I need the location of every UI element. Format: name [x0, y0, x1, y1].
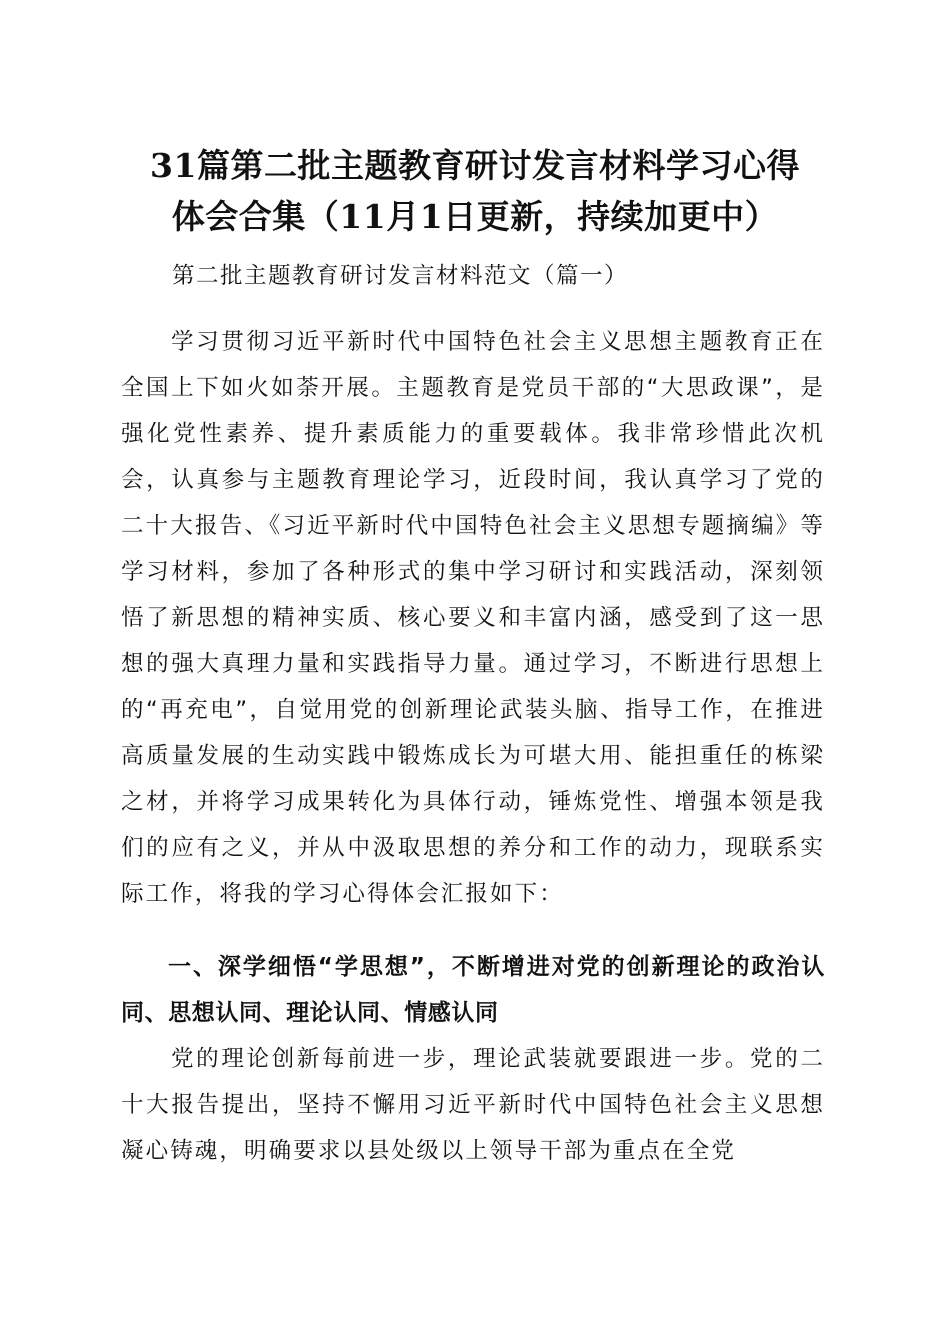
document-title [100, 140, 850, 242]
body-paragraph-2: 党的理论创新每前进一步，理论武装就要跟进一步。党的二十大报告提出，坚持不懈用习近平新时代中国特色社会主义思想凝心铸魂，明确要求以县处级以上领导干部为重点在全党 [121, 1046, 825, 1164]
document-title-line-2: 体会合集（11月1日更新，持续加更中） [171, 197, 779, 236]
section-heading-1: 一、深学细悟“学思想”，不断增进对党的创新理论的政治认同、思想认同、理论认同、情感认同 [121, 954, 825, 1026]
document-title-line-1: 31篇第二批主题教育研讨发言材料学习心得 [150, 146, 800, 185]
section-subtitle: 第二批主题教育研讨发言材料范文（篇一） [172, 263, 629, 289]
body-paragraph-1: 学习贯彻习近平新时代中国特色社会主义思想主题教育正在全国上下如火如荼开展。主题教育是党员干部的“大思政课”，是强化党性素养、提升素质能力的重要载体。我非常珍惜此次机会，认真参与主题教育理论学习，近段时间，我认真学习了党的二十大报告、《习近平新时代中国特色社会主义思想专题摘编》等学习材料，参加了各种形式的集中学习研讨和实践活动，深刻领悟了新思想的精神实质、核心要义和丰富内涵，感受到了这一思想的强大真理力量和实践指导力量。通过学习，不断进行思想上的“再充电”，自觉用党的创新理论武装头脑、指导工作，在推进高质量发展的生动实践中锻炼成长为可堪大用、能担重任的栋梁之材，并将学习成果转化为具体行动，锤炼党性、增强本领是我们的应有之义，并从中汲取思想的养分和工作的动力，现联系实际工作，将我的学习心得体会汇报如下： [121, 329, 825, 907]
